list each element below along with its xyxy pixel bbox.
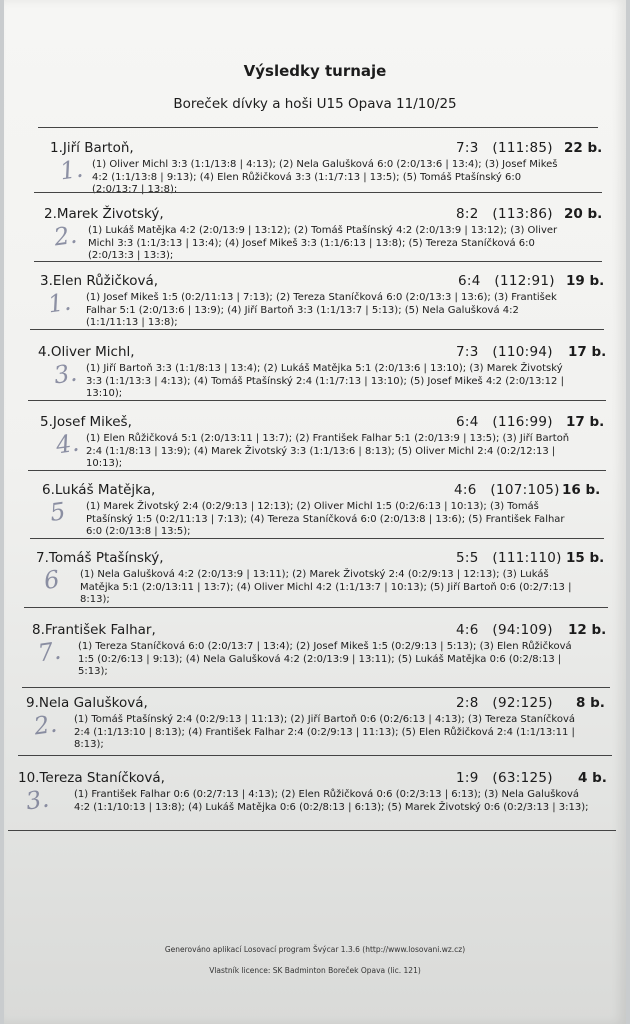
handwritten-rank-mark: 1. [46, 287, 73, 319]
player-name: 3.Elen Růžičková, [40, 273, 159, 289]
entry-divider [34, 192, 602, 193]
points-total: 12 b. [568, 622, 607, 638]
entry-divider [30, 538, 604, 539]
match-score: 7:3 (110:94) [456, 344, 553, 360]
match-score: 6:4 (112:91) [458, 273, 555, 289]
points-total: 20 b. [564, 206, 603, 222]
points-total: 17 b. [566, 414, 605, 430]
entry-divider [22, 687, 610, 688]
results-sheet [4, 0, 626, 1024]
match-details: (1) Tomáš Ptašínský 2:4 (0:2/9:13 | 11:13); (2) Jiří Bartoň 0:6 (0:2/6:13 | 4:13); (3) Tereza Staníčková 2:4 (1:1/13:10 | 8:13); (4) František Falhar 2:4 (0:2/9:13 | 11:13); (5) Elen Růžičková 2:4 (1:1/13:11 | 8:13); [74, 714, 575, 750]
points-total: 16 b. [562, 482, 601, 498]
entry-divider [30, 329, 604, 330]
handwritten-rank-mark: 3. [24, 784, 51, 816]
handwritten-rank-mark: 1. [58, 154, 85, 186]
player-name: 10.Tereza Staníčková, [18, 770, 165, 786]
match-details: (1) Tereza Staníčková 6:0 (2:0/13:7 | 13:4); (2) Josef Mikeš 1:5 (0:2/9:13 | 5:13); (3) Elen Růžičková 1:5 (0:2/6:13 | 9:13); (4) Nela Galušková 4:2 (2:0/13:9 | 13:11); (5) Lukáš Matějka 0:6 (0:2/8:13 | 5:13); [78, 641, 572, 677]
match-details: (1) František Falhar 0:6 (0:2/7:13 | 4:13); (2) Elen Růžičková 0:6 (0:2/3:13 | 6:13); (3) Nela Galušková 4:2 (1:1/10:13 | 13:8); (4) Lukáš Matějka 0:6 (0:2/8:13 | 6:13); (5) Marek Životský 0:6 (0:2/3:13 | 3:13); [74, 789, 589, 813]
generator-note: Generováno aplikací Losovací program Švýcar 1.3.6 (http://www.losovani.wz.cz) [164, 945, 466, 954]
match-details: (1) Nela Galušková 4:2 (2:0/13:9 | 13:11); (2) Marek Životský 2:4 (0:2/9:13 | 12:13); (3) Lukáš Matějka 5:1 (2:0/13:11 | 13:7); (4) Oliver Michl 4:2 (1:1/13:7 | 10:13); (5) Jiří Bartoň 0:6 (0:2/7:13 | 8:13); [80, 569, 572, 605]
player-name: 7.Tomáš Ptašínský, [36, 550, 164, 566]
match-details: (1) Elen Růžičková 5:1 (2:0/13:11 | 13:7); (2) František Falhar 5:1 (2:0/13:9 | 13:5); (3) Jiří Bartoň 2:4 (1:1/8:13 | 13:9); (4) Marek Životský 3:3 (1:1/13:6 | 8:13); (5) Oliver Michl 2:4 (0:2/12:13 | 10:13); [86, 433, 570, 469]
match-score: 8:2 (113:86) [456, 206, 553, 222]
page-title: Výsledky turnaje [243, 62, 387, 80]
player-name: 4.Oliver Michl, [38, 344, 135, 360]
handwritten-rank-mark: 2. [52, 220, 79, 252]
match-details: (1) Oliver Michl 3:3 (1:1/13:8 | 4:13); (2) Nela Galušková 6:0 (2:0/13:6 | 13:4); (3) Josef Mikeš 4:2 (1:1/13:8 | 9:13); (4) Elen Růžičková 3:3 (1:1/7:13 | 13:5); (5) Tomáš Ptašínský 6:0 (2:0/13:7 | 13:8); [92, 159, 558, 195]
match-score: 4:6 (94:109) [456, 622, 553, 638]
match-score: 7:3 (111:85) [456, 140, 553, 156]
entry-divider [34, 261, 602, 262]
points-total: 22 b. [564, 140, 603, 156]
match-score: 6:4 (116:99) [456, 414, 553, 430]
player-name: 8.František Falhar, [32, 622, 156, 638]
entry-divider [24, 607, 608, 608]
points-total: 19 b. [566, 273, 605, 289]
player-name: 2.Marek Životský, [44, 206, 164, 222]
match-score: 4:6 (107:105) [454, 482, 560, 498]
points-total: 17 b. [568, 344, 607, 360]
entry-divider [28, 400, 606, 401]
header-divider [38, 127, 598, 128]
match-score: 2:8 (92:125) [456, 695, 553, 711]
match-details: (1) Marek Životský 2:4 (0:2/9:13 | 12:13); (2) Oliver Michl 1:5 (0:2/6:13 | 10:13); (3) Tomáš Ptašínský 1:5 (0:2/11:13 | 7:13); (4) Tereza Staníčková 6:0 (2:0/13:8 | 13:6); (5) František Falhar 6:0 (2:0/13:8 | 13:5); [86, 501, 565, 537]
match-score: 5:5 (111:110) [456, 550, 562, 566]
entry-divider [18, 755, 612, 756]
match-details: (1) Jiří Bartoň 3:3 (1:1/8:13 | 13:4); (2) Lukáš Matějka 5:1 (2:0/13:6 | 13:10); (3) Marek Životský 3:3 (1:1/13:3 | 4:13); (4) Tomáš Ptašínský 2:4 (1:1/7:13 | 13:10); (5) Josef Mikeš 4:2 (2:0/13:12 | 13:10); [86, 363, 564, 399]
license-note: Vlastník licence: SK Badminton Boreček Opava (lic. 121) [209, 966, 421, 975]
player-name: 1.Jiří Bartoň, [50, 140, 134, 156]
handwritten-rank-mark: 4. [54, 428, 81, 460]
handwritten-rank-mark: 5 [48, 497, 68, 527]
tournament-subtitle: Boreček dívky a hoši U15 Opava 11/10/25 [173, 96, 457, 112]
handwritten-rank-mark: 3. [52, 358, 79, 390]
points-total: 4 b. [578, 770, 607, 786]
points-total: 8 b. [576, 695, 605, 711]
player-name: 6.Lukáš Matějka, [42, 482, 156, 498]
points-total: 15 b. [566, 550, 605, 566]
match-details: (1) Josef Mikeš 1:5 (0:2/11:13 | 7:13); (2) Tereza Staníčková 6:0 (2:0/13:3 | 13:6); (3) František Falhar 5:1 (2:0/13:6 | 13:9); (4) Jiří Bartoň 3:3 (1:1/13:7 | 5:13); (5) Nela Galušková 4:2 (1:1/11:13 | 13:8); [86, 292, 557, 328]
entry-divider [28, 470, 606, 471]
player-name: 9.Nela Galušková, [26, 695, 148, 711]
match-score: 1:9 (63:125) [456, 770, 553, 786]
entry-divider [8, 830, 616, 831]
handwritten-rank-mark: 6 [42, 565, 62, 595]
handwritten-rank-mark: 2. [32, 709, 59, 741]
handwritten-rank-mark: 7. [36, 636, 63, 668]
match-details: (1) Lukáš Matějka 4:2 (2:0/13:9 | 13:12); (2) Tomáš Ptašínský 4:2 (2:0/13:9 | 13:12); (3) Oliver Michl 3:3 (1:1/3:13 | 13:4); (4) Josef Mikeš 3:3 (1:1/6:13 | 13:8); (5) Tereza Staníčková 6:0 (2:0/13:3 | 13:3); [88, 225, 558, 261]
player-name: 5.Josef Mikeš, [40, 414, 132, 430]
